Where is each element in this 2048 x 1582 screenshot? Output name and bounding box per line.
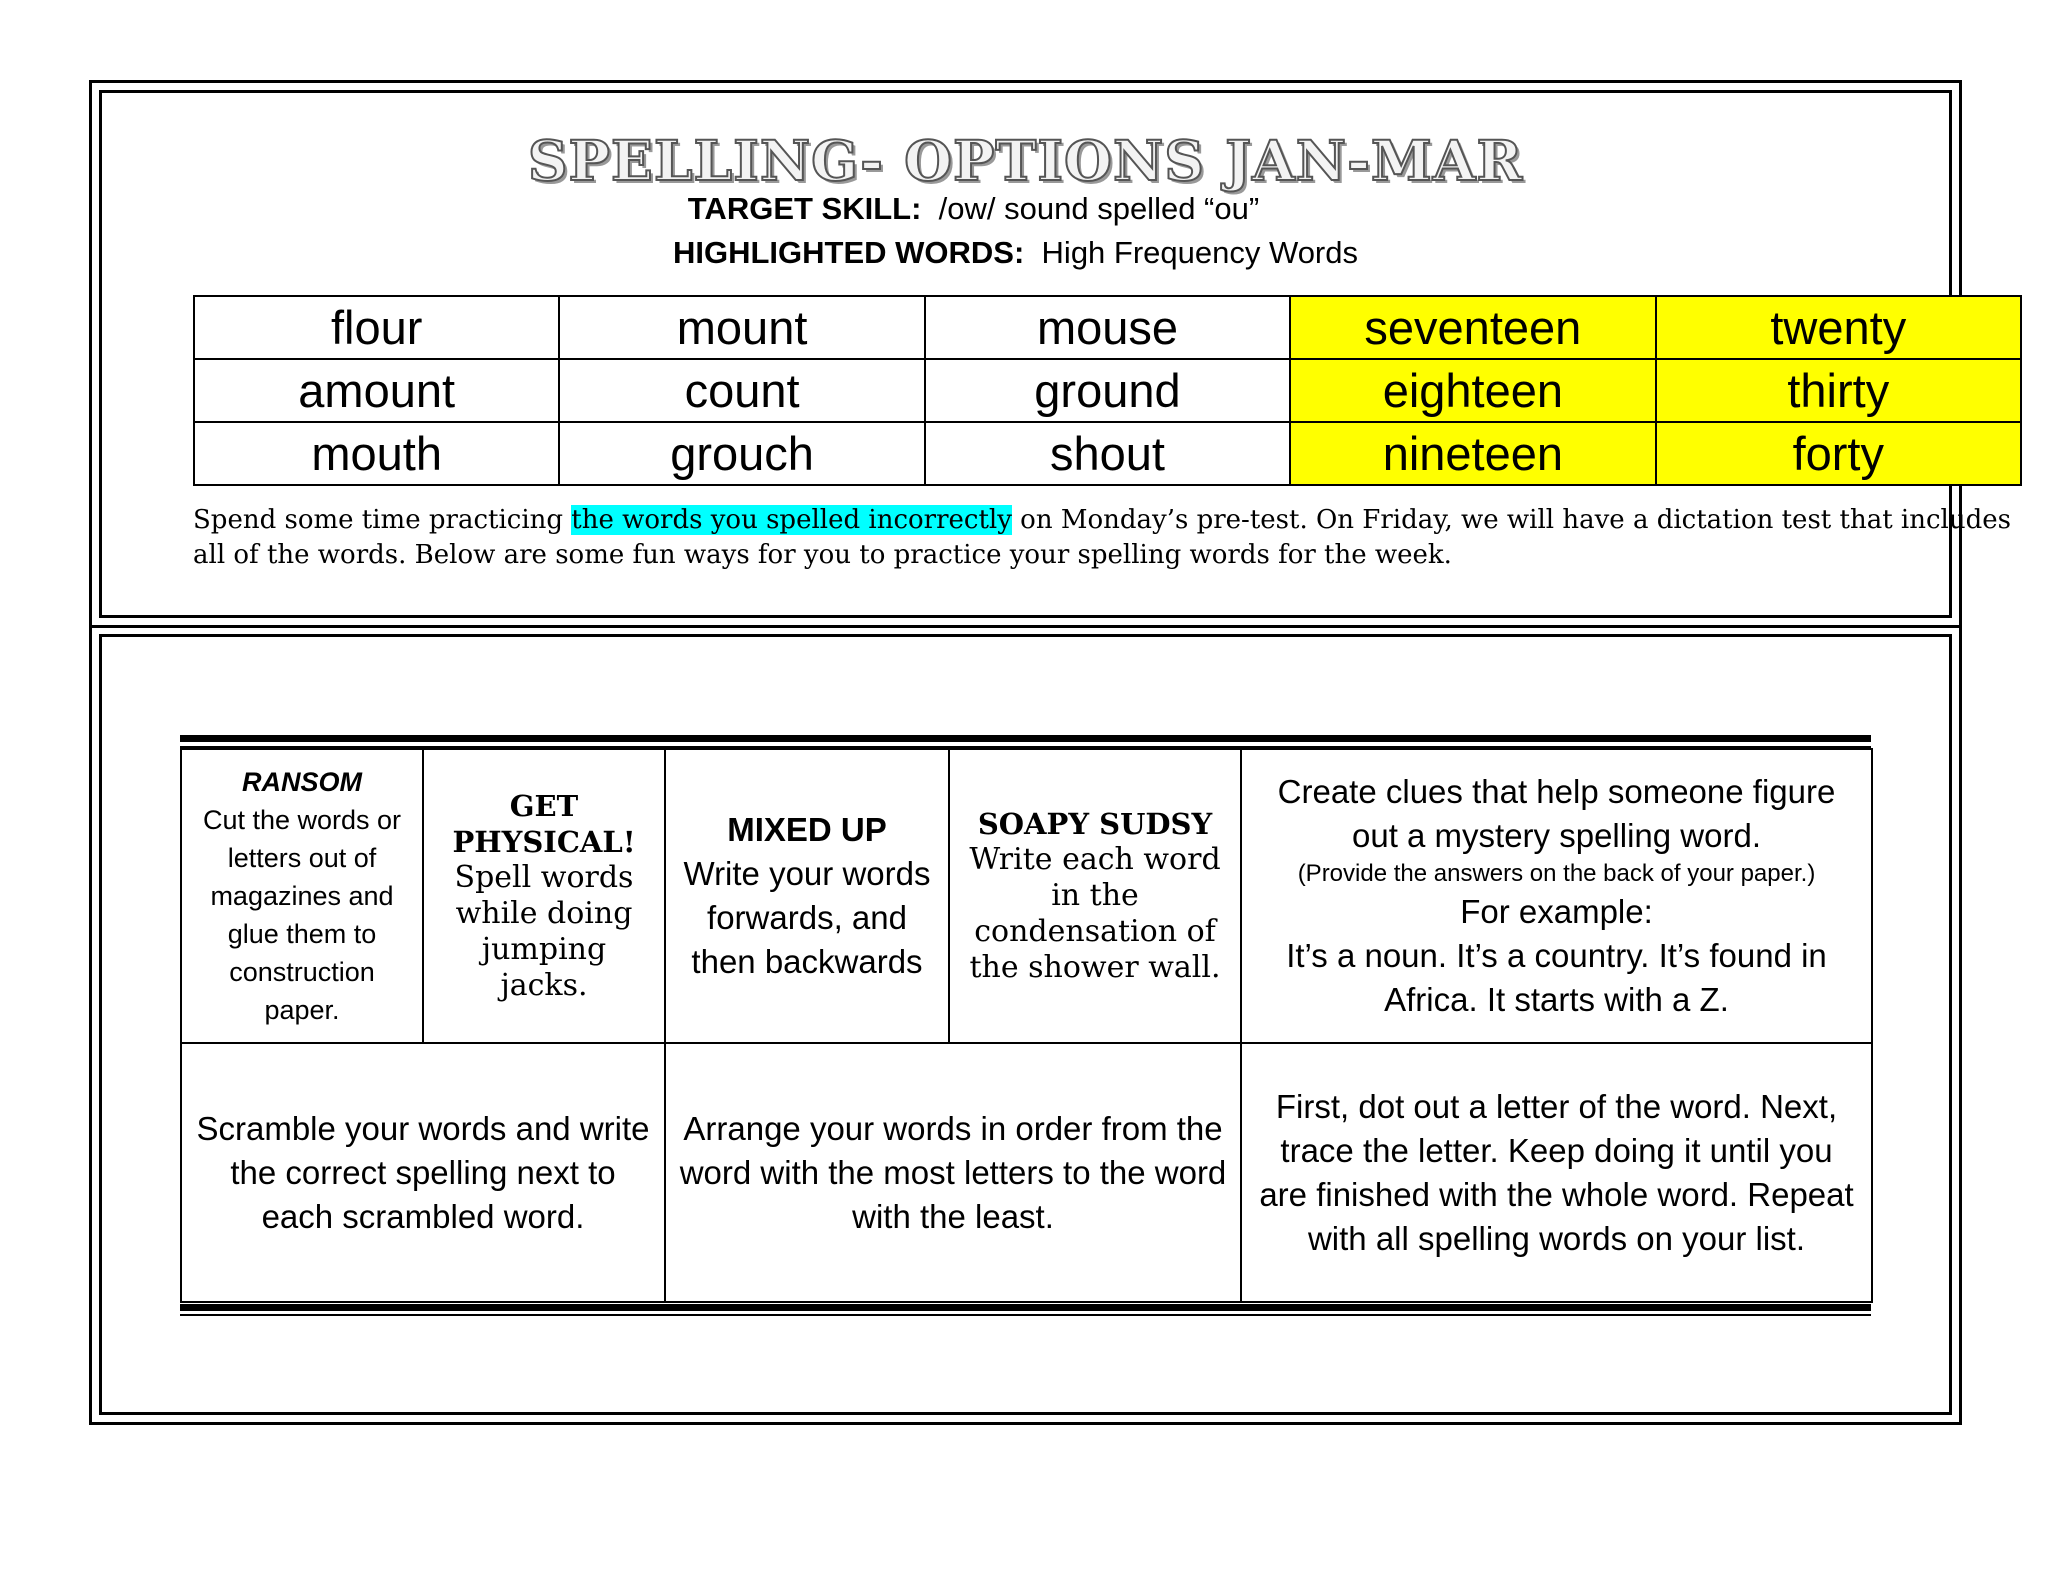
word-cell: amount [194,359,559,422]
option-soapy-sudsy [949,749,1241,1043]
option-clues-text: Create clues that help someone figure out a mystery spelling word. [1277,773,1836,854]
highlighted-word-cell: forty [1656,422,2021,485]
intro-text-start: Spend some time practicing [193,505,572,535]
word-cell: shout [925,422,1290,485]
highlighted-word-cell: seventeen [1290,296,1655,359]
option-soapy-sudsy-text: Write each word in the condensation of the shower wall. [969,842,1221,985]
option-arrange: Arrange your words in order from the word with the most letters to the word with the least. [665,1043,1241,1302]
highlighted-word-cell: twenty [1656,296,2021,359]
option-mystery-clues [1241,749,1872,1043]
options-bottom-rule-thin [180,1314,1871,1316]
word-cell: flour [194,296,559,359]
option-ransom-text: Cut the words or letters out of magazines and glue them to construction paper. [202,805,402,1025]
target-skill-line [40,191,1907,227]
option-dot-trace: First, dot out a letter of the word. Next, trace the letter. Keep doing it until you are finished with the whole word. Repeat with all spelling words on your list. [1241,1043,1872,1302]
word-cell: mount [559,296,924,359]
word-row [194,422,2021,485]
word-cell: mouth [194,422,559,485]
practice-options-table [180,748,1873,1303]
intro-text-end: on Monday’s pre-test. On Friday, we will have a dictation test that includes all of the words. Below are some fun ways for you to practice your spelling words for the week. [193,505,2011,570]
target-skill-value: /ow/ sound spelled “ou” [938,191,1260,226]
option-mixed-up-text: Write your words forwards, and then backwards [683,855,931,980]
highlighted-words-line [82,235,1949,271]
options-top-rule [180,735,1871,742]
word-cell: grouch [559,422,924,485]
page-title: SPELLING- OPTIONS JAN-MAR [527,128,1524,193]
option-clues-note: (Provide the answers on the back of your paper.) [1297,860,1816,887]
target-skill-label: TARGET SKILL: [687,191,922,226]
option-get-physical-text: Spell words while doing jumping jacks. [454,860,634,1003]
option-get-physical-title: GET PHYSICAL! [452,789,636,859]
option-scramble: Scramble your words and write the correct spelling next to each scrambled word. [181,1043,665,1302]
options-row [181,1043,1872,1302]
highlighted-word-cell: nineteen [1290,422,1655,485]
word-cell: mouse [925,296,1290,359]
option-soapy-sudsy-title: SOAPY SUDSY [977,807,1213,841]
option-ransom-title: RANSOM [242,767,362,797]
highlighted-words-value: High Frequency Words [1041,235,1358,270]
instructions-paragraph [193,503,2033,573]
options-bottom-rule [180,1304,1871,1311]
option-get-physical [423,749,665,1043]
header-frame [89,80,2011,628]
option-mixed-up-title: MIXED UP [727,811,887,848]
option-mixed-up [665,749,949,1043]
word-cell: count [559,359,924,422]
word-row [194,359,2021,422]
option-clues-example-label: For example: [1460,893,1653,930]
highlighted-words-label: HIGHLIGHTED WORDS: [673,235,1025,270]
word-cell: ground [925,359,1290,422]
options-row [181,749,1872,1043]
spelling-word-grid [193,295,2022,486]
option-clues-example: It’s a noun. It’s a country. It’s found in Africa. It starts with a Z. [1286,937,1827,1018]
word-row [194,296,2021,359]
option-ransom [181,749,423,1043]
highlighted-word-cell: thirty [1656,359,2021,422]
highlighted-word-cell: eighteen [1290,359,1655,422]
highlighted-instruction: the words you spelled incorrectly [571,505,1012,535]
